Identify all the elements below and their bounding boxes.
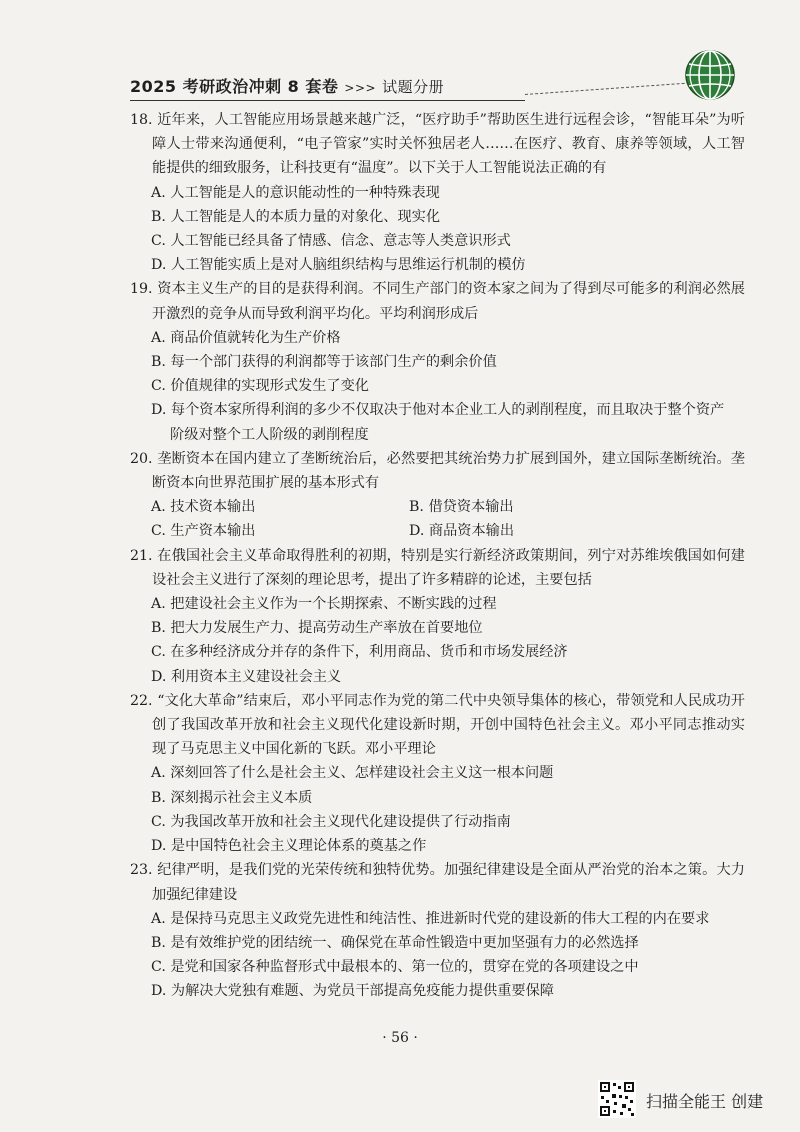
option-b: B. 是有效维护党的团结统一、确保党在革命性锻造中更加坚强有力的必然选择 [151, 934, 639, 951]
option-row [130, 495, 745, 519]
option-d: D. 每个资本家所得利润的多少不仅取决于他对本企业工人的剥削程度，而且取决于整个资产 [151, 402, 725, 419]
question-stem: 18. 近年来，人工智能应用场景越来越广泛，“医疗助手”帮助医生进行远程会诊，“智能耳朵”为听障人士带来沟通便利，“电子管家”实时关怀独居老人……在医疗、教育、康养等领域，人工智能提供的细致服务，让科技更有“温度”。以下关于人工智能说法正确的有 [130, 112, 745, 177]
option-d: D. 商品资本输出 [409, 523, 515, 540]
option-d: D. 利用资本主义建设社会主义 [151, 668, 342, 685]
option-a: A. 把建设社会主义作为一个长期探索、不断实践的过程 [151, 596, 497, 613]
option-c: C. 生产资本输出 [151, 523, 256, 540]
header-book-title: 2025 考研政治冲刺 8 套卷 [130, 77, 339, 96]
question-20 [130, 447, 745, 544]
question-stem: 23. 纪律严明，是我们党的光荣传统和独特优势。加强纪律建设是全面从严治党的治本之策。大力加强纪律建设 [130, 862, 745, 903]
option-a: A. 商品价值就转化为生产价格 [151, 329, 341, 346]
question-22 [130, 689, 745, 858]
scanner-text: 扫描全能王 创建 [646, 1092, 764, 1111]
option-d: D. 人工智能实质上是对人脑组织结构与思维运行机制的模仿 [151, 257, 526, 274]
option-row [130, 519, 745, 543]
question-21 [130, 544, 745, 689]
header-dashed-line [525, 83, 685, 95]
option-a: A. 是保持马克思主义政党先进性和纯洁性、推进新时代党的建设新的伟大工程的内在要求 [151, 910, 710, 927]
option-b: B. 借贷资本输出 [409, 499, 514, 516]
option-d: D. 为解决大党独有难题、为党员干部提高免疫能力提供重要保障 [151, 983, 554, 1000]
option-c: C. 为我国改革开放和社会主义现代化建设提供了行动指南 [151, 813, 511, 830]
question-stem: 20. 垄断资本在国内建立了垄断统治后，必然要把其统治势力扩展到国外，建立国际垄断统治。垄断资本向世界范围扩展的基本形式有 [130, 450, 745, 492]
globe-icon [683, 48, 737, 102]
question-stem: 22. “文化大革命”结束后，邓小平同志作为党的第二代中央领导集体的核心，带领党和人民成功开创了我国改革开放和社会主义现代化建设新时期，开创中国特色社会主义。邓小平同志推动实现了马克思主义中国化新的飞跃。邓小平理论 [130, 692, 745, 758]
option-c: C. 价值规律的实现形式发生了变化 [151, 378, 369, 395]
option-b: B. 每一个部门获得的利润都等于该部门生产的剩余价值 [151, 354, 497, 371]
page-number: · 56 · [382, 1030, 418, 1046]
header-rule [130, 100, 525, 101]
scanner-watermark [598, 1080, 788, 1120]
option-b: B. 人工智能是人的本质力量的对象化、现实化 [151, 208, 441, 225]
header-subtitle: 试题分册 [382, 78, 445, 96]
question-23 [130, 858, 745, 1003]
header-title [130, 74, 444, 97]
question-stem: 19. 资本主义生产的目的是获得利润。不同生产部门的资本家之间为了得到尽可能多的利润必然展开激烈的竞争从而导致利润平均化。平均利润形成后 [130, 281, 745, 322]
question-stem: 21. 在俄国社会主义革命取得胜利的初期，特别是实行新经济政策期间，列宁对苏维埃俄国如何建设社会主义进行了深刻的理论思考，提出了许多精辟的论述，主要包括 [130, 547, 745, 588]
option-b: B. 深刻揭示社会主义本质 [151, 789, 313, 806]
option-c: C. 是党和国家各种监督形式中最根本的、第一位的，贯穿在党的各项建设之中 [151, 959, 639, 976]
question-18 [130, 108, 745, 277]
question-list [130, 108, 745, 1004]
option-c: C. 在多种经济成分并存的条件下，利用商品、货币和市场发展经济 [151, 644, 568, 661]
option-c: C. 人工智能已经具备了情感、信念、意志等人类意识形式 [151, 233, 511, 250]
option-d: D. 是中国特色社会主义理论体系的奠基之作 [151, 838, 427, 855]
option-a: A. 人工智能是人的意识能动性的一种特殊表现 [151, 184, 440, 201]
question-19 [130, 277, 745, 446]
header-arrows: >>> [344, 81, 377, 95]
option-a: A. 深刻回答了什么是社会主义、怎样建设社会主义这一根本问题 [151, 765, 554, 782]
qr-code-icon [598, 1080, 636, 1118]
option-b: B. 把大力发展生产力、提高劳动生产率放在首要地位 [151, 620, 483, 637]
option-a: A. 技术资本输出 [151, 499, 256, 516]
option-d-continuation: 阶级对整个工人阶级的剥削程度 [170, 426, 369, 443]
